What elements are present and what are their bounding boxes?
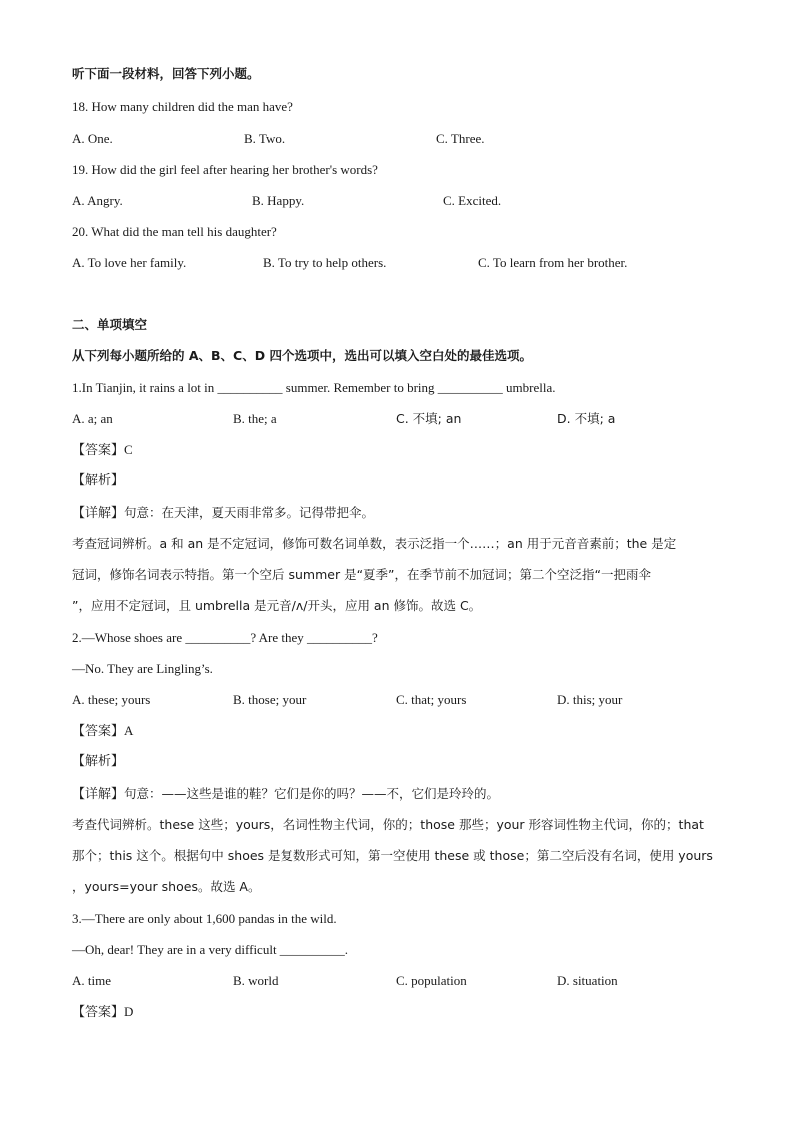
detail-text: 句意：——这些是谁的鞋？它们是你的吗？——不，它们是玲玲的。: [124, 786, 500, 801]
q18-option-b: B. Two.: [244, 131, 286, 146]
q1-stem: 1.In Tianjin, it rains a lot in __________ summer. Remember to bring __________ umbrella.: [72, 380, 556, 395]
q2-explanation-line-3: ，yours=your shoes。故选 A。: [72, 879, 261, 894]
detail-tag: 【详解】: [72, 787, 125, 802]
detail-text: 句意：在天津，夏天雨非常多。记得带把伞。: [124, 505, 375, 520]
q20-option-c: C. To learn from her brother.: [478, 255, 628, 270]
q3-option-b: B. world: [233, 973, 279, 988]
detail-tag: 【详解】: [72, 506, 125, 521]
q1-option-a: A. a; an: [72, 411, 113, 426]
q2-explanation-line-1: 考查代词辨析。these 这些；yours，名词性物主代词，你的；those 那些；your 形容词性物主代词，你的；that: [72, 817, 704, 832]
q2-option-a: A. these; yours: [72, 692, 151, 707]
q1-answer: [72, 442, 133, 459]
q1-analysis-tag: 【解析】: [72, 473, 125, 488]
q2-detail: [72, 786, 499, 803]
q18-option-a: A. One.: [72, 131, 113, 146]
q2-explanation-line-2: 那个；this 这个。根据句中 shoes 是复数形式可知，第一空使用 these 或 those；第二空后没有名词，使用 yours: [72, 848, 713, 863]
q20-option-a: A. To love her family.: [72, 255, 187, 270]
q3-answer: [72, 1004, 133, 1021]
q1-detail: [72, 505, 374, 522]
q1-option-b: B. the; a: [233, 411, 277, 426]
q1-explanation-line-2: 冠词，修饰名词表示特指。第一个空后 summer 是“夏季”，在季节前不加冠词；第二个空泛指“一把雨伞: [72, 567, 651, 582]
answer-tag: 【答案】: [72, 443, 125, 458]
q19-option-a: A. Angry.: [72, 193, 123, 208]
q3-option-d: D. situation: [557, 973, 618, 988]
q1-option-c: C. 不填; an: [396, 411, 462, 426]
q2-stem-line-2: —No. They are Lingling’s.: [72, 661, 213, 676]
q2-option-c: C. that; yours: [396, 692, 467, 707]
q20-option-b: B. To try to help others.: [263, 255, 387, 270]
answer-value: A: [124, 723, 134, 738]
q20-stem: 20. What did the man tell his daughter?: [72, 224, 277, 239]
q19-stem: 19. How did the girl feel after hearing her brother's words?: [72, 162, 378, 177]
answer-tag: 【答案】: [72, 724, 125, 739]
q3-option-c: C. population: [396, 973, 467, 988]
q1-explanation-line-3: ”，应用不定冠词，且 umbrella 是元音/ʌ/开头，应用 an 修饰。故选 C。: [72, 598, 482, 613]
q18-stem: 18. How many children did the man have?: [72, 99, 293, 114]
answer-value: C: [124, 442, 133, 457]
section2-title: 二、单项填空: [72, 317, 148, 332]
q3-stem-line-2: —Oh, dear! They are in a very difficult __________.: [72, 942, 349, 957]
section2-instruction: 从下列每小题所给的 A、B、C、D 四个选项中，选出可以填入空白处的最佳选项。: [72, 348, 532, 363]
q2-answer: [72, 723, 133, 740]
answer-value: D: [124, 1004, 134, 1019]
q1-option-d: D. 不填; a: [557, 411, 616, 426]
q2-option-d: D. this; your: [557, 692, 623, 707]
listening-instruction: 听下面一段材料，回答下列小题。: [72, 66, 260, 81]
q2-option-b: B. those; your: [233, 692, 307, 707]
q19-option-c: C. Excited.: [443, 193, 502, 208]
q2-analysis-tag: 【解析】: [72, 754, 125, 769]
q3-stem-line-1: 3.—There are only about 1,600 pandas in the wild.: [72, 911, 337, 926]
q19-option-b: B. Happy.: [252, 193, 305, 208]
q2-stem-line-1: 2.—Whose shoes are __________? Are they __________?: [72, 630, 378, 645]
answer-tag: 【答案】: [72, 1005, 125, 1020]
q3-option-a: A. time: [72, 973, 111, 988]
q1-explanation-line-1: 考查冠词辨析。a 和 an 是不定冠词，修饰可数名词单数，表示泛指一个……；an 用于元音音素前；the 是定: [72, 536, 677, 551]
q18-option-c: C. Three.: [436, 131, 485, 146]
